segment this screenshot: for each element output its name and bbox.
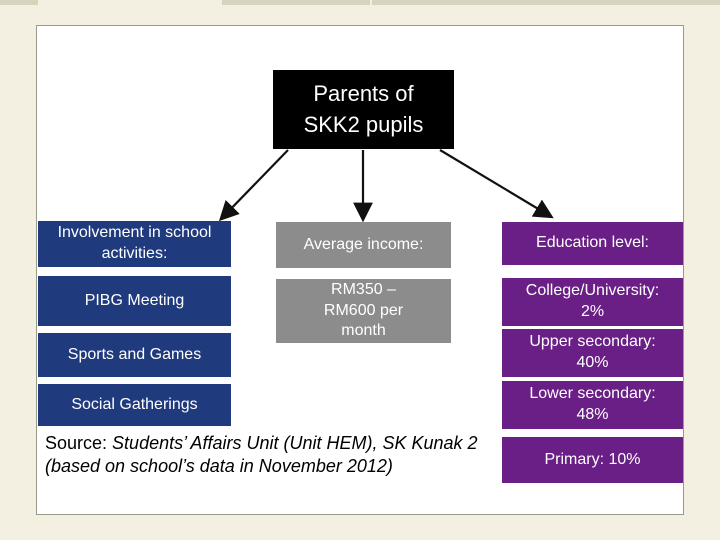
involvement-header: Involvement in school activities: [38,221,231,267]
education-item-lower-secondary: Lower secondary: 48% [502,381,683,429]
income-header: Average income: [276,222,451,268]
arrow-to-education [440,150,550,216]
income-value: RM350 – RM600 per month [276,279,451,343]
source-prefix: Source: [45,433,113,453]
root-line-1: Parents of [313,80,414,106]
education-item-primary: Primary: 10% [502,437,683,483]
source-text: Students’ Affairs Unit (Unit HEM), SK Kunak 2 (based on school’s data in November 2012) [45,433,478,477]
involvement-item-social: Social Gatherings [38,384,231,426]
education-item-upper-secondary: Upper secondary: 40% [502,329,683,377]
involvement-item-pibg: PIBG Meeting [38,276,231,326]
education-header: Education level: [502,222,683,265]
root-box [273,70,454,149]
arrow-to-involvement [222,150,288,218]
education-item-college: College/University: 2% [502,278,683,326]
root-line-2: SKK2 pupils [303,111,424,137]
source-note [45,432,495,479]
involvement-item-sports: Sports and Games [38,333,231,377]
